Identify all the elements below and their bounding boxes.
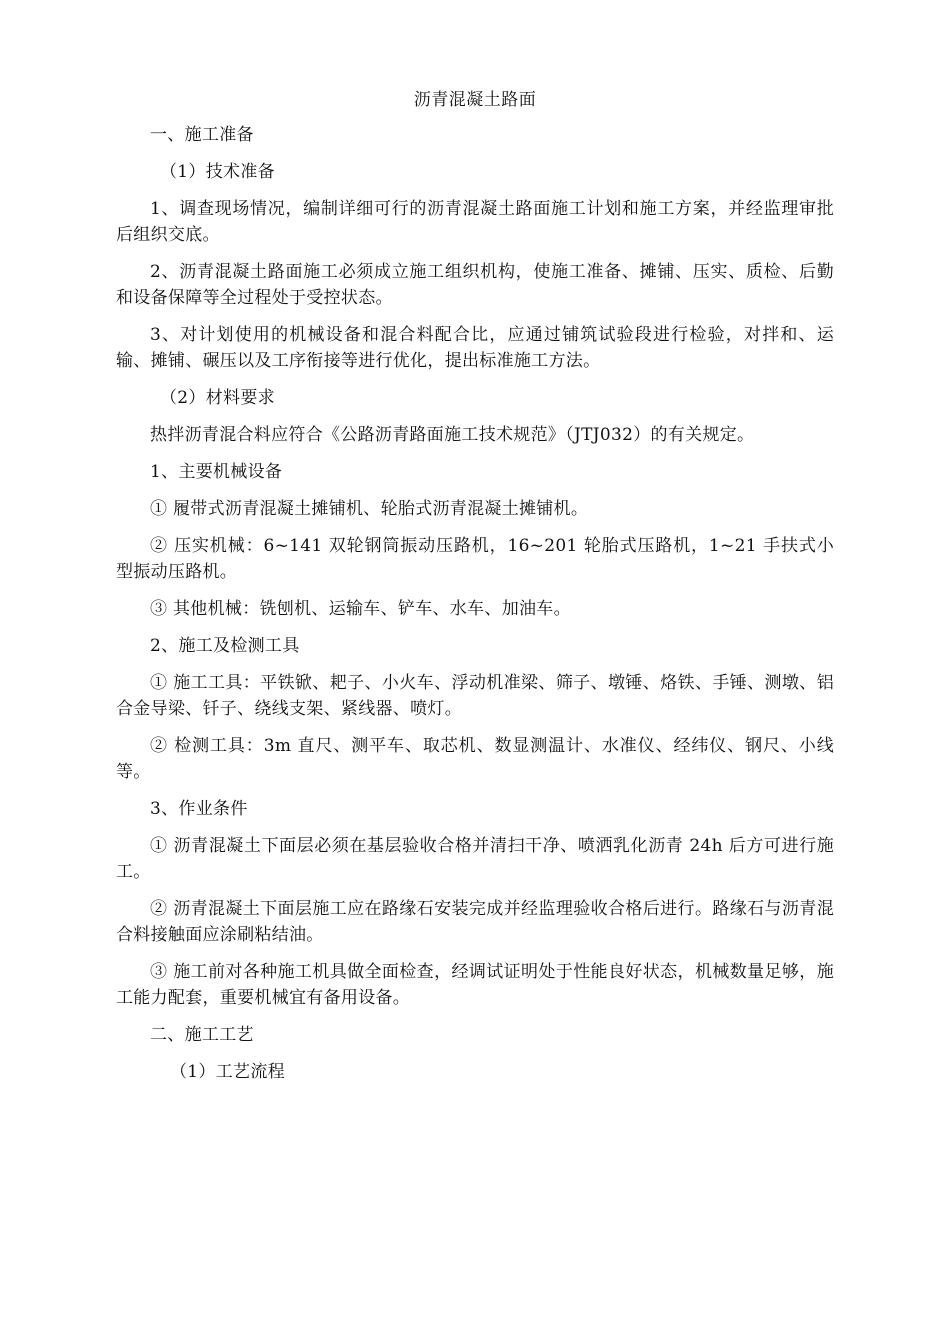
section-heading-construction-process: 二、施工工艺 — [150, 1025, 254, 1045]
item-heading-tools: 2、施工及检测工具 — [150, 636, 300, 656]
section-heading-construction-preparation: 一、施工准备 — [150, 125, 254, 145]
subsection-heading-process-flow: （1）工艺流程 — [170, 1062, 285, 1082]
item-heading-main-equipment: 1、主要机械设备 — [150, 462, 283, 482]
list-item: ① 履带式沥青混凝土摊铺机、轮胎式沥青混凝土摊铺机。 — [150, 499, 589, 519]
paragraph: 2、沥青混凝土路面施工必须成立施工组织机构，使施工准备、摊铺、压实、质检、后勤和设备保障等全过程处于受控状态。 — [116, 262, 834, 308]
list-item: ① 沥青混凝土下面层必须在基层验收合格并清扫干净、喷洒乳化沥青 24h 后方可进行施工。 — [116, 836, 834, 882]
paragraph: 热拌沥青混合料应符合《公路沥青路面施工技术规范》（JTJ032）的有关规定。 — [150, 425, 755, 445]
paragraph: 1、调查现场情况，编制详细可行的沥青混凝土路面施工计划和施工方案，并经监理审批后组织交底。 — [116, 199, 834, 245]
list-item: ② 检测工具：3m 直尺、测平车、取芯机、数显测温计、水准仪、经纬仪、钢尺、小线等。 — [116, 736, 834, 782]
paragraph: 3、对计划使用的机械设备和混合料配合比，应通过铺筑试验段进行检验，对拌和、运输、摊铺、碾压以及工序衔接等进行优化，提出标准施工方法。 — [116, 325, 834, 371]
item-heading-work-conditions: 3、作业条件 — [150, 799, 248, 819]
list-item: ① 施工工具：平铁锨、耙子、小火车、浮动机准梁、筛子、墩锤、烙铁、手锤、测墩、铝合金导梁、钎子、绕线支架、紧线器、喷灯。 — [116, 673, 834, 719]
list-item: ③ 其他机械：铣刨机、运输车、铲车、水车、加油车。 — [150, 599, 571, 619]
subsection-heading-material-requirements: （2）材料要求 — [160, 388, 275, 408]
document-title: 沥青混凝土路面 — [413, 90, 537, 110]
subsection-heading-technical-preparation: （1）技术准备 — [160, 162, 275, 182]
list-item: ③ 施工前对各种施工机具做全面检查，经调试证明处于性能良好状态，机械数量足够，施工能力配套，重要机械宜有备用设备。 — [116, 962, 834, 1008]
list-item: ② 压实机械：6~141 双轮钢筒振动压路机，16~201 轮胎式压路机，1~21 手扶式小型振动压路机。 — [116, 536, 834, 582]
list-item: ② 沥青混凝土下面层施工应在路缘石安装完成并经监理验收合格后进行。路缘石与沥青混合料接触面应涂刷粘结油。 — [116, 899, 834, 945]
